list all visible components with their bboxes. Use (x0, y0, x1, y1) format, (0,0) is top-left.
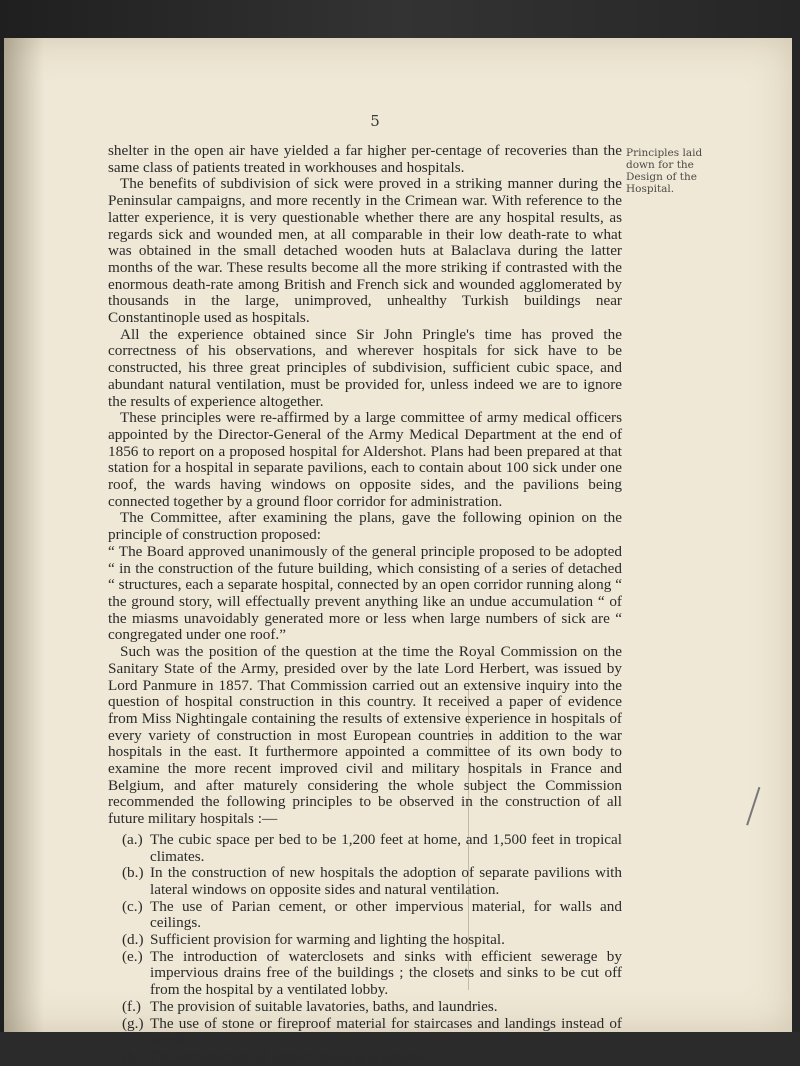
quoted-opinion: “ The Board approved unanimously of the general principle proposed to be adopted “ in the construction of the future building, which consisting of a series of detached “ structures, each a separate hospital, connected by an open corridor running along “ the ground story, will effectually prevent anything like an undue accumulation “ of the miasms unavoidably generated more or less when large numbers of sick are “ congregated under one roof.” (108, 542, 622, 644)
list-item (122, 949, 622, 999)
list-item-label: (b.) (122, 864, 144, 882)
paragraph: The benefits of subdivision of sick were proved in a striking manner during the Peninsular campaigns, and more recently in the Crimean war. With reference to the latter experience, it is very questionable whether there are any hospital results, as regards sick and wounded men, at all comparable in their low death-rate to what was obtained in the small detached wooden huts at Balaclava during the latter months of the war. These results become all the more striking if contrasted with the enormous death-rate among British and French sick and wounded agglomerated by thousands in the large, unimproved, unhealthy Turkish buildings near Constantinople used as hospitals. (108, 175, 622, 327)
paragraph: These principles were re-affirmed by a large committee of army medical officers appointed by the Director-General of the Army Medical Department at the end of 1856 to report on a proposed hospital for Aldershot. Plans had been prepared at that station for a hospital in separate pavilions, each to contain about 100 sick under one roof, the wards having windows on opposite sides, and the pavilions being connected together by a ground floor corridor for administration. (108, 409, 622, 510)
list-item-label: (e.) (122, 947, 143, 965)
list-item-label: (f.) (122, 997, 141, 1015)
list-item-label: (c.) (122, 897, 143, 915)
list-item-text: The introduction of proper cooking apparatus. (150, 1047, 431, 1065)
page-number: 5 (370, 112, 380, 130)
list-item-text: Sufficient provision for warming and lighting the hospital. (150, 931, 505, 949)
page-edge-shadow (4, 38, 44, 1032)
list-item (122, 1016, 622, 1049)
list-item (122, 832, 622, 865)
principles-list (122, 832, 622, 1066)
paragraph: Such was the position of the question at the time the Royal Commission on the Sanitary State of the Army, presided over by the late Lord Herbert, was issued by Lord Panmure in 1857. That Commission carried out an extensive inquiry into the question of hospital construction in this country. It received a paper of evidence from Miss Nightingale containing the results of extensive experience in hospitals of every variety of construction in most European countries in addition to the war hospitals in the east. It furthermore appointed a committee of its own body to examine the more recent improved civil and military hospitals in France and Belgium, and after maturely considering the whole subject the Commission recommended the following principles to be observed in the construction of all future military hospitals :— (108, 643, 622, 828)
list-item-text: The provision of suitable lavatories, baths, and laundries. (150, 997, 498, 1015)
paragraph: All the experience obtained since Sir John Pringle's time has proved the correctness of his observations, and wherever hospitals for sick have to be constructed, his three great principles of subdivision, sufficient cubic space, and abundant natural ventilation, must be provided for, unless indeed we are to ignore the results of experience altogether. (108, 325, 622, 410)
list-item (122, 1049, 622, 1066)
list-item-text: The introduction of waterclosets and sinks with efficient sewerage by impervious drains free of the buildings ; the closets and sinks to be cut off from the hospital by a ventilated lobby. (150, 947, 622, 999)
list-item-label: (d.) (122, 931, 144, 949)
list-item (122, 932, 622, 949)
list-item-text: The use of Parian cement, or other impervious material, for walls and ceilings. (150, 897, 622, 932)
list-item-label: (a.) (122, 830, 143, 848)
list-item (122, 999, 622, 1016)
list-item-text: In the construction of new hospitals the adoption of separate pavilions with lateral windows on opposite sides and natural ventilation. (150, 864, 622, 898)
body-text (108, 143, 622, 1066)
list-item-text: The use of stone or fireproof material for staircases and landings instead of wood. (150, 1014, 622, 1049)
list-item-label: (h.) (122, 1047, 144, 1065)
paragraph: The Committee, after examining the plans, gave the following opinion on the principle of construction proposed: (108, 509, 622, 544)
list-item (122, 865, 622, 898)
page-fold-line (468, 690, 469, 990)
list-item-label: (g.) (122, 1014, 144, 1032)
list-item-text: The cubic space per bed to be 1,200 feet at home, and 1,500 feet in tropical climates. (150, 830, 622, 865)
list-item (122, 899, 622, 932)
margin-sidenote: Principles laid down for the Design of the Hospital. (626, 147, 703, 195)
paragraph: shelter in the open air have yielded a far higher per-centage of recoveries than the same class of patients treated in workhouses and hospitals. (108, 142, 622, 176)
